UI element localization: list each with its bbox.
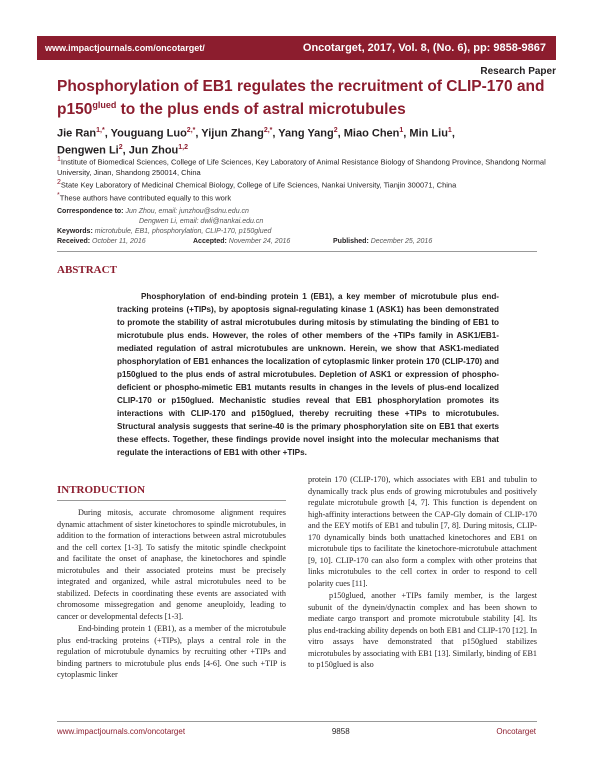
- published-date: Published: December 25, 2016: [333, 238, 433, 245]
- author-affiliation-mark: 2,*: [263, 127, 273, 134]
- author-name: Dengwen Li: [57, 144, 119, 157]
- author-affiliation-mark: 2,*: [186, 127, 196, 134]
- page-footer: [57, 727, 536, 736]
- author-affiliation-mark: 1: [399, 127, 404, 134]
- abstract-text: Phosphorylation of end-binding protein 1 (EB1), a key member of microtubule plus end-tracking proteins (+TIPs), by apoptosis signal-regulating kinase 1 (ASK1) has been demonstrated to promote the stability of astral microtubules during mitosis by stimulating the binding of EB1 to microtubule plus ends. However, the roles of other members of the +TIPs family in ASK1/EB1-mediated regulation of astral microtubules are unknown. Herein, we show that ASK1-mediated phosphorylation of EB1 enhances the localization of cytoplasmic linker protein 170 (CLIP-170) and p150glued to the plus ends of astral microtubules. Depletion of ASK1 or expression of phospho-deficient or phospho-mimetic EB1 mutants results in changes in the levels of plus-end localized CLIP-170 or p150glued. Mechanistic studies reveal that EB1 phosphorylation promotes its interactions with CLIP-170 and p150glued, thereby recruiting these +TIPs to microtubules. Structural analysis suggests that serine-40 is the primary phosphorylation site on EB1 that exerts these effects. Together, these findings provide novel insight into the molecular mechanisms that regulate the interactions of EB1 with other +TIPs.: [117, 292, 499, 457]
- author-affiliation-mark: 1,2: [178, 143, 188, 151]
- author-affiliation-mark: 1,*: [96, 127, 105, 134]
- introduction-heading: INTRODUCTION: [57, 484, 146, 496]
- author-list: Jie Ran$^{1,*}$, Youguang Luo$^{2,*}$, Yijun Zhang$^{2,*}$, Yang Yang$^2$, Miao Chen$^1$, Min Liu$^1$, Dengwen Li$^2$, Jun Zhou$^{1,2}$: [57, 127, 455, 157]
- intro-right-column: [308, 474, 537, 671]
- journal-url[interactable]: www.impactjournals.com/oncotarget/: [45, 43, 205, 53]
- divider: [57, 251, 537, 252]
- author-name: Jun Zhou: [128, 144, 179, 157]
- article-type: Research Paper: [480, 66, 556, 77]
- author-name: Yang Yang: [278, 127, 334, 140]
- footer-divider: [57, 721, 537, 722]
- author-name: Miao Chen: [343, 127, 400, 140]
- keywords: Keywords: microtubule, EB1, phosphorylation, CLIP-170, p150glued: [57, 228, 272, 235]
- affiliation-2: $^2$State Key Laboratory of Medicinal Chemical Biology, College of Life Sciences, Nankai University, Tianjin 300071, China: [57, 179, 457, 190]
- intro-paragraph: End-binding protein 1 (EB1), as a member of the microtubule plus end-tracking proteins (+TIPs), plays a central role in the regulation of microtubule dynamics by recruiting other +TIPs and binding partners to microtubule plus ends [4-6]. One such +TIP is cytoplasmic linker: [57, 623, 286, 680]
- intro-paragraph: p150glued, another +TIPs family member, is the largest subunit of the dynein/dynactin complex and has been shown to mediate cargo transport and promote microtubule stability [4]. Its plus end-tracking ability depends on both EB1 and CLIP-170 [12]. In vitro assays have demonstrated that p150glued stabilizes microtubules by associating with EB1 [13]. Similarly, binding of EB1 to p150glued is also: [308, 590, 537, 670]
- footer-journal: Oncotarget: [496, 727, 536, 736]
- intro-divider: [57, 500, 286, 501]
- journal-header-bar: [37, 36, 556, 60]
- author-affiliation-mark: 1: [447, 127, 452, 134]
- received-date: Received: October 11, 2016: [57, 238, 146, 245]
- affiliation-1: $^1$Institute of Biomedical Sciences, College of Life Sciences, Key Laboratory of Animal Resistance Biology of Shandong Province, Shandong Normal University, Jinan, Shandong 250014, China: [57, 156, 546, 177]
- author-name: Jie Ran: [57, 127, 97, 140]
- abstract-heading: ABSTRACT: [57, 264, 117, 276]
- intro-paragraph: protein 170 (CLIP-170), which associates with EB1 and tubulin to dynamically track plus ends of growing microtubules and positively regulate microtubule growth [4, 7]. This function is dependent on high-affinity interactions between the CAP-Gly domain of CLIP-170 and the EEY motifs of EB1 and tubulin [7, 8]. During mitosis, CLIP-170 dynamically binds both unattached kinetochores and EB1 on microtubule tips to facilitate the kinetochore-microtubule attachment [9, 10]. CLIP-170 can also form a complex with other proteins that links microtubules to the cell cortex in order to respond to cell polarity cues [11].: [308, 475, 537, 588]
- author-affiliation-mark: 2: [118, 143, 123, 151]
- intro-paragraph: During mitosis, accurate chromosome alignment requires dynamic attachment of sister kinetochores to spindle microtubules, in addition to the formation of interactions between astral microtubules and the cell cortex [1-3]. To satisfy the mitotic spindle checkpoint and facilitate the onset of anaphase, the kinetochores and spindle microtubules and their associated proteins must be precisely integrated and organized, while astral microtubules need to be stabilized. Defects in coordinating these events are associated with chromosome missegregation and genome aneuploidy, leading to cancer or developmental defects [1-3].: [57, 508, 286, 621]
- author-name: Yijun Zhang: [201, 127, 264, 140]
- footer-url[interactable]: www.impactjournals.com/oncotarget: [57, 727, 186, 736]
- author-name: Min Liu: [409, 127, 448, 140]
- correspondence: Correspondence to: Jun Zhou, email: junzhou@sdnu.edu.cn Dengwen Li, email: dwli@nankai.edu.cn: [57, 208, 264, 225]
- intro-left-column: [57, 507, 286, 681]
- accepted-date: Accepted: November 24, 2016: [193, 238, 291, 245]
- equal-contribution-note: *These authors have contributed equally to this work: [57, 192, 232, 203]
- author-affiliation-mark: 2: [333, 127, 338, 134]
- journal-citation: Oncotarget, 2017, Vol. 8, (No. 6), pp: 9858-9867: [302, 42, 546, 54]
- author-name: Youguang Luo: [110, 127, 187, 140]
- page-number: 9858: [331, 727, 350, 736]
- paper-title: Phosphorylation of EB1 regulates the recruitment of CLIP-170 and $p150^{glued}$ to the plus ends of astral microtubules: [57, 78, 545, 119]
